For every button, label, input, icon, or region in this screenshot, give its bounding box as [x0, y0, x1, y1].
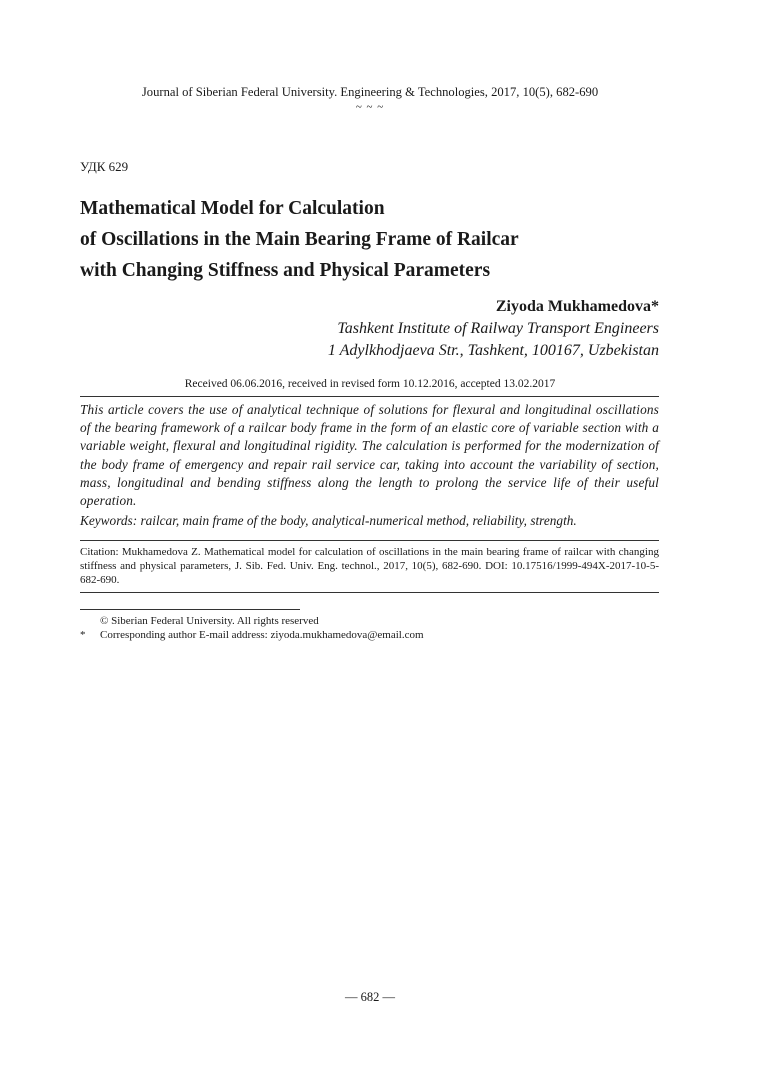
footnote-rule [80, 609, 300, 610]
citation-top-rule [80, 540, 659, 541]
abstract-top-rule [80, 396, 659, 397]
author-address: 1 Adylkhodjaeva Str., Tashkent, 100167, Uzbekistan [327, 342, 659, 359]
citation-bottom-rule [80, 592, 659, 593]
paper-title [80, 193, 680, 286]
copyright-text: © Siberian Federal University. All rights reserved [100, 615, 319, 627]
citation: Citation: Mukhamedova Z. Mathematical model for calculation of oscillations in the main bearing frame of railcar with changing stiffness and physical parameters, J. Sib. Fed. Univ. Eng. technol., 2017, 10(5), 682-690. DOI: 10.17516/1999-494X-2017-10-5-682-690. [80, 546, 659, 586]
journal-header: Journal of Siberian Federal University. Engineering & Technologies, 2017, 10(5), 682-690 [141, 85, 599, 99]
author-block [328, 296, 659, 362]
footnote-corresponding [80, 628, 659, 642]
header-ornament: ~ ~ ~ [355, 101, 385, 113]
corresponding-author-email: Corresponding author E-mail address: ziyoda.mukhamedova@email.com [100, 629, 424, 641]
footnotes [80, 614, 659, 642]
footnote-mark: * [80, 629, 86, 641]
received-dates: Received 06.06.2016, received in revised form 10.12.2016, accepted 13.02.2017 [184, 378, 556, 390]
author-institution: Tashkent Institute of Railway Transport Engineers [337, 320, 659, 337]
page-number: — 682 — [345, 990, 395, 1004]
footnote-copyright [80, 614, 659, 628]
abstract: This article covers the use of analytical technique of solutions for flexural and longitudinal oscillations of the bearing framework of a railcar body frame in the form of an elastic core of variable section with a variable weight, flexural and longitudinal rigidity. The calculation is performed for the modernization of the body frame of emergency and repair rail service car, taking into account the variability of section, mass, longitudinal and bending stiffness along the length to prolong the service life of their useful operation. [80, 402, 659, 509]
keywords: Keywords: railcar, main frame of the body, analytical-numerical method, reliability, strength. [80, 513, 577, 528]
author-name: Ziyoda Mukhamedova* [495, 298, 659, 315]
title-line-2: of Oscillations in the Main Bearing Frame of Railcar [80, 229, 519, 250]
title-line-3: with Changing Stiffness and Physical Parameters [80, 260, 491, 281]
udk-code: УДК 629 [80, 159, 129, 174]
title-line-1: Mathematical Model for Calculation [80, 198, 385, 219]
